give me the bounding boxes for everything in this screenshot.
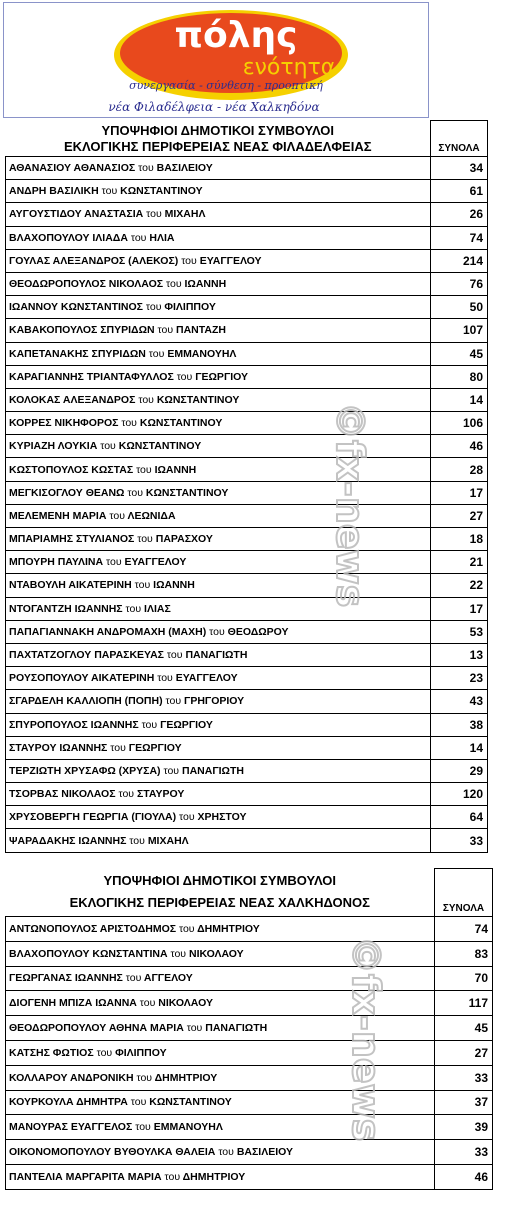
logo-graphic xyxy=(4,3,430,119)
candidate-total-votes: 46 xyxy=(435,1164,493,1189)
table-row xyxy=(6,342,488,365)
candidate-father-name: ΓΕΩΡΓΙΟΥ xyxy=(128,741,182,754)
table-row xyxy=(6,643,488,666)
table-row xyxy=(6,157,488,180)
candidate-father-name: ΜΙΧΑΗΛ xyxy=(147,834,189,847)
table-title xyxy=(6,869,435,917)
logo-slogan: συνεργασία - σύνθεση - προοπτική xyxy=(129,79,323,92)
candidate-father-name: ΠΑΡΑΣΧΟΥ xyxy=(155,533,213,546)
candidate-father-name: ΚΩΝΣΤΑΝΤΙΝΟΥ xyxy=(149,1096,232,1109)
candidate-tou: του xyxy=(179,811,195,824)
candidate-tou: του xyxy=(176,370,193,383)
candidate-total-votes: 43 xyxy=(431,690,488,713)
candidate-total-votes: 26 xyxy=(431,203,488,226)
table-row xyxy=(6,1164,493,1189)
table-row xyxy=(6,1140,493,1165)
candidate-name: ΚΑΠΕΤΑΝΑΚΗΣ ΣΠΥΡΙΔΩΝ xyxy=(9,347,146,360)
candidates-table-nea-filadelfeia xyxy=(5,120,488,853)
candidate-name-cell xyxy=(6,1140,435,1165)
candidate-father-name: ΜΙΧΑΗΛ xyxy=(164,208,206,221)
candidate-total-votes: 29 xyxy=(431,759,488,782)
candidate-name: ΣΠΥΡΟΠΟΥΛΟΣ ΙΩΑΝΝΗΣ xyxy=(9,718,139,731)
candidate-name: ΚΟΛΛΑΡΟΥ ΑΝΔΡΟΝΙΚΗ xyxy=(9,1071,134,1084)
candidate-name-cell xyxy=(6,667,431,690)
candidate-father-name: ΔΗΜΗΤΡΙΟΥ xyxy=(182,1170,246,1183)
candidate-tou: του xyxy=(100,440,116,453)
candidate-father-name: ΘΕΟΔΩΡΟΥ xyxy=(227,625,289,638)
table-row xyxy=(6,806,488,829)
candidate-name-cell xyxy=(6,180,431,203)
candidate-total-votes: 21 xyxy=(431,551,488,574)
candidate-name: ΚΑΡΑΓΙΑΝΝΗΣ ΤΡΙΑΝΤΑΦΥΛΛΟΣ xyxy=(9,370,174,383)
table-row xyxy=(6,829,488,852)
candidate-father-name: ΙΩΑΝΝΗ xyxy=(153,579,195,592)
candidate-father-name: ΣΤΑΥΡΟΥ xyxy=(136,788,185,801)
candidate-name: ΑΘΑΝΑΣΙΟΥ ΑΘΑΝΑΣΙΟΣ xyxy=(9,162,136,175)
candidate-tou: του xyxy=(105,556,122,569)
candidate-tou: του xyxy=(110,741,126,754)
candidate-total-votes: 61 xyxy=(431,180,488,203)
candidate-total-votes: 46 xyxy=(431,435,488,458)
candidate-total-votes: 50 xyxy=(431,296,488,319)
table-row xyxy=(6,1090,493,1115)
table-row xyxy=(6,1115,493,1140)
candidate-total-votes: 45 xyxy=(431,342,488,365)
candidate-total-votes: 106 xyxy=(431,412,488,435)
candidate-father-name: ΚΩΝΣΤΑΝΤΙΝΟΥ xyxy=(145,486,229,499)
candidate-father-name: ΙΩΑΝΝΗ xyxy=(184,278,227,291)
candidate-tou: του xyxy=(163,764,180,777)
candidate-tou: του xyxy=(136,463,152,476)
candidate-father-name: ΙΛΙΑΣ xyxy=(144,602,171,615)
candidate-name: ΟΙΚΟΝΟΜΟΠΟΥΛΟΥ ΒΥΘΟΥΛΚΑ ΘΑΛΕΙΑ xyxy=(9,1146,216,1159)
candidate-total-votes: 45 xyxy=(435,1016,493,1041)
table-row xyxy=(6,917,493,942)
table-body xyxy=(6,121,488,853)
candidate-father-name: ΑΓΓΕΛΟΥ xyxy=(143,972,193,985)
candidate-name: ΑΝΤΩΝΟΠΟΥΛΟΣ ΑΡΙΣΤΟΔΗΜΟΣ xyxy=(9,922,177,935)
candidate-name: ΣΓΑΡΔΕΛΗ ΚΑΛΛΙΟΠΗ (ΠΟΠΗ) xyxy=(9,695,163,708)
candidate-tou: του xyxy=(157,324,174,337)
candidate-name: ΣΤΑΥΡΟΥ ΙΩΑΝΝΗΣ xyxy=(9,741,108,754)
candidate-father-name: ΔΗΜΗΤΡΙΟΥ xyxy=(154,1071,218,1084)
candidate-name: ΠΑΧΤΑΤΖΟΓΛΟΥ ΠΑΡΑΣΚΕΥΑΣ xyxy=(9,649,164,662)
candidates-table-nea-chalkidona xyxy=(5,868,493,1190)
candidate-father-name: ΚΩΝΣΤΑΝΤΙΝΟΥ xyxy=(120,185,203,198)
table-row xyxy=(6,180,488,203)
watermark: ©fx-news xyxy=(328,402,372,608)
candidate-father-name: ΙΩΑΝΝΗ xyxy=(154,463,197,476)
candidate-total-votes: 80 xyxy=(431,365,488,388)
candidate-tou: του xyxy=(101,185,118,198)
table-row xyxy=(6,504,488,527)
candidate-name-cell xyxy=(6,203,431,226)
candidate-tou: του xyxy=(96,1046,113,1059)
candidate-total-votes: 33 xyxy=(435,1065,493,1090)
table-row xyxy=(6,620,488,643)
candidate-tou: του xyxy=(109,509,125,522)
candidate-tou: του xyxy=(170,947,187,960)
candidate-tou: του xyxy=(145,301,162,314)
candidate-total-votes: 117 xyxy=(435,991,493,1016)
candidate-tou: του xyxy=(146,208,162,221)
candidate-total-votes: 70 xyxy=(435,966,493,991)
candidate-total-votes: 34 xyxy=(431,157,488,180)
candidate-father-name: ΕΥΑΓΓΕΛΟΥ xyxy=(124,556,187,569)
candidate-total-votes: 27 xyxy=(435,1040,493,1065)
candidate-name: ΚΑΤΣΗΣ ΦΩΤΙΟΣ xyxy=(9,1046,94,1059)
candidate-total-votes: 22 xyxy=(431,574,488,597)
candidate-father-name: ΚΩΝΣΤΑΝΤΙΝΟΥ xyxy=(139,417,223,430)
candidate-tou: του xyxy=(138,393,154,406)
candidate-father-name: ΝΙΚΟΛΑΟΥ xyxy=(188,947,244,960)
candidate-tou: του xyxy=(186,1022,203,1035)
candidate-name-cell xyxy=(6,296,431,319)
candidate-tou: του xyxy=(125,972,142,985)
table-row xyxy=(6,203,488,226)
candidate-name: ΜΕΛΕΜΕΝΗ ΜΑΡΙΑ xyxy=(9,509,107,522)
candidate-name-cell xyxy=(6,690,431,713)
candidate-name: ΜΠΟΥΡΗ ΠΑΥΛΙΝΑ xyxy=(9,556,104,569)
table-row xyxy=(6,458,488,481)
table-row xyxy=(6,388,488,411)
candidate-name-cell xyxy=(6,272,431,295)
candidate-name-cell xyxy=(6,783,431,806)
candidate-total-votes: 83 xyxy=(435,941,493,966)
candidate-name: ΘΕΟΔΩΡΟΠΟΥΛΟΥ ΑΘΗΝΑ ΜΑΡΙΑ xyxy=(9,1022,184,1035)
candidate-total-votes: 33 xyxy=(431,829,488,852)
candidate-name-cell xyxy=(6,157,431,180)
candidate-father-name: ΦΙΛΙΠΠΟΥ xyxy=(164,301,216,314)
candidate-tou: του xyxy=(181,254,197,267)
candidate-name: ΑΝΔΡΗ ΒΑΣΙΛΙΚΗ xyxy=(9,185,99,198)
candidate-name: ΘΕΟΔΩΡΟΠΟΥΛΟΣ ΝΙΚΟΛΑΟΣ xyxy=(9,278,164,291)
candidate-father-name: ΠΑΝΑΓΙΩΤΗ xyxy=(181,764,244,777)
candidate-tou: του xyxy=(121,417,137,430)
candidate-tou: του xyxy=(137,533,153,546)
candidate-total-votes: 74 xyxy=(435,917,493,942)
candidate-name-cell xyxy=(6,736,431,759)
totals-column-header: ΣΥΝΟΛΑ xyxy=(435,869,493,917)
candidate-name: ΤΣΟΡΒΑΣ ΝΙΚΟΛΑΟΣ xyxy=(9,788,116,801)
candidate-name: ΝΤΑΒΟΥΛΗ ΑΙΚΑΤΕΡΙΝΗ xyxy=(9,579,132,592)
candidate-total-votes: 13 xyxy=(431,643,488,666)
candidate-name: ΠΑΝΤΕΛΙΑ ΜΑΡΓΑΡΙΤΑ ΜΑΡΙΑ xyxy=(9,1170,162,1183)
logo-word-enotita: ενότητα xyxy=(242,55,336,80)
candidate-father-name: ΗΛΙΑ xyxy=(149,231,175,244)
candidate-tou: του xyxy=(157,672,173,685)
candidate-tou: του xyxy=(165,695,182,708)
candidate-name-cell xyxy=(6,342,431,365)
candidate-tou: του xyxy=(166,278,182,291)
candidate-father-name: ΓΕΩΡΓΙΟΥ xyxy=(160,718,213,731)
table-row xyxy=(6,319,488,342)
candidate-name: ΙΩΑΝΝΟΥ ΚΩΝΣΤΑΝΤΙΝΟΣ xyxy=(9,301,143,314)
candidate-total-votes: 64 xyxy=(431,806,488,829)
candidate-name: ΝΤΟΓΑΝΤΖΗ ΙΩΑΝΝΗΣ xyxy=(9,602,123,615)
table-row xyxy=(6,667,488,690)
candidate-name: ΤΕΡΖΙΩΤΗ ΧΡΥΣΑΦΩ (ΧΡΥΣΑ) xyxy=(9,764,161,777)
table-row xyxy=(6,296,488,319)
totals-column-header: ΣΥΝΟΛΑ xyxy=(431,121,488,157)
candidate-total-votes: 17 xyxy=(431,481,488,504)
candidate-father-name: ΚΩΝΣΤΑΝΤΙΝΟΥ xyxy=(118,440,202,453)
table-header-row xyxy=(6,121,488,157)
candidate-father-name: ΧΡΗΣΤΟΥ xyxy=(197,811,247,824)
candidate-name: ΜΠΑΡΙΑΜΗΣ ΣΤΥΛΙΑΝΟΣ xyxy=(9,533,135,546)
table-row xyxy=(6,272,488,295)
candidate-total-votes: 33 xyxy=(435,1140,493,1165)
candidate-total-votes: 17 xyxy=(431,597,488,620)
candidate-father-name: ΕΜΜΑΝΟΥΗΛ xyxy=(167,347,237,360)
candidate-name: ΚΑΒΑΚΟΠΟΥΛΟΣ ΣΠΥΡΙΔΩΝ xyxy=(9,324,155,337)
candidate-name: ΜΕΓΚΙΣΟΓΛΟΥ ΘΕΑΝΩ xyxy=(9,486,125,499)
table-header-row xyxy=(6,869,493,917)
candidate-name-cell xyxy=(6,620,431,643)
table-row xyxy=(6,226,488,249)
candidate-total-votes: 18 xyxy=(431,528,488,551)
table-row xyxy=(6,551,488,574)
candidate-tou: του xyxy=(130,1096,147,1109)
candidate-name: ΒΛΑΧΟΠΟΥΛΟΥ ΙΛΙΑΔΑ xyxy=(9,231,128,244)
candidate-name: ΓΕΩΡΓΑΝΑΣ ΙΩΑΝΝΗΣ xyxy=(9,972,123,985)
candidate-name: ΚΟΡΡΕΣ ΝΙΚΗΦΟΡΟΣ xyxy=(9,417,119,430)
candidate-father-name: ΠΑΝΑΓΙΩΤΗ xyxy=(185,649,248,662)
table-row xyxy=(6,1065,493,1090)
candidate-father-name: ΛΕΩΝΙΔΑ xyxy=(127,509,176,522)
table-row xyxy=(6,249,488,272)
candidate-name: ΚΩΣΤΟΠΟΥΛΟΣ ΚΩΣΤΑΣ xyxy=(9,463,134,476)
candidate-father-name: ΚΩΝΣΤΑΝΤΙΝΟΥ xyxy=(156,393,240,406)
candidate-name-cell xyxy=(6,643,431,666)
candidate-tou: του xyxy=(148,347,165,360)
candidate-tou: του xyxy=(125,602,142,615)
table-row xyxy=(6,528,488,551)
candidate-total-votes: 14 xyxy=(431,736,488,759)
candidate-tou: του xyxy=(130,231,147,244)
table-row xyxy=(6,1040,493,1065)
table-row xyxy=(6,941,493,966)
candidate-tou: του xyxy=(209,625,225,638)
candidate-father-name: ΒΑΣΙΛΕΙΟΥ xyxy=(236,1146,294,1159)
table-title-line2: ΕΚΛΟΓΙΚΗΣ ΠΕΡΙΦΕΡΕΙΑΣ ΝΕΑΣ ΦΙΛΑΔΕΛΦΕΙΑΣ xyxy=(63,139,372,154)
watermark: ©fx-news xyxy=(344,936,388,1142)
candidate-father-name: ΠΑΝΤΑΖΗ xyxy=(176,324,226,337)
table-row xyxy=(6,759,488,782)
candidate-father-name: ΝΙΚΟΛΑΟΥ xyxy=(158,997,213,1010)
candidate-name-cell xyxy=(6,319,431,342)
party-logo xyxy=(3,2,429,118)
candidate-father-name: ΕΥΑΓΓΕΛΟΥ xyxy=(175,672,238,685)
candidate-father-name: ΔΗΜΗΤΡΙΟΥ xyxy=(197,922,260,935)
candidate-tou: του xyxy=(218,1146,234,1159)
candidate-total-votes: 120 xyxy=(431,783,488,806)
candidate-tou: του xyxy=(141,718,158,731)
candidate-name-cell xyxy=(6,365,431,388)
candidate-total-votes: 214 xyxy=(431,249,488,272)
table-row xyxy=(6,365,488,388)
candidate-total-votes: 28 xyxy=(431,458,488,481)
candidate-tou: του xyxy=(139,997,156,1010)
candidate-tou: του xyxy=(138,162,154,175)
candidate-tou: του xyxy=(135,1121,151,1134)
candidate-name-cell xyxy=(6,226,431,249)
candidate-name: ΠΑΠΑΓΙΑΝΝΑΚΗ ΑΝΔΡΟΜΑΧΗ (ΜΑΧΗ) xyxy=(9,625,207,638)
candidate-name-cell xyxy=(6,759,431,782)
candidate-name: ΡΟΥΣΟΠΟΥΛΟΥ ΑΙΚΑΤΕΡΙΝΗ xyxy=(9,672,155,685)
candidate-name: ΚΥΡΙΑΖΗ ΛΟΥΚΙΑ xyxy=(9,440,98,453)
candidate-tou: του xyxy=(136,1071,153,1084)
candidate-name: ΚΟΥΡΚΟΥΛΑ ΔΗΜΗΤΡΑ xyxy=(9,1096,128,1109)
table-row xyxy=(6,991,493,1016)
candidate-father-name: ΓΕΩΡΓΙΟΥ xyxy=(195,370,249,383)
table-row xyxy=(6,736,488,759)
candidate-father-name: ΕΜΜΑΝΟΥΗΛ xyxy=(153,1121,223,1134)
table-row xyxy=(6,435,488,458)
candidate-name: ΒΛΑΧΟΠΟΥΛΟΥ ΚΩΝΣΤΑΝΤΙΝΑ xyxy=(9,947,168,960)
candidate-father-name: ΓΡΗΓΟΡΙΟΥ xyxy=(184,695,245,708)
candidate-name-cell xyxy=(6,1164,435,1189)
candidate-tou: του xyxy=(178,922,195,935)
table-title-line2: ΕΚΛΟΓΙΚΗΣ ΠΕΡΙΦΕΡΕΙΑΣ ΝΕΑΣ ΧΑΛΚΗΔΟΝΟΣ xyxy=(69,894,370,910)
candidate-father-name: ΕΥΑΓΓΕΛΟΥ xyxy=(199,254,262,267)
candidate-tou: του xyxy=(166,649,183,662)
table-row xyxy=(6,1016,493,1041)
table-row xyxy=(6,481,488,504)
candidate-total-votes: 38 xyxy=(431,713,488,736)
candidate-father-name: ΠΑΝΑΓΙΩΤΗ xyxy=(205,1022,268,1035)
candidate-father-name: ΦΙΛΙΠΠΟΥ xyxy=(115,1046,167,1059)
candidate-total-votes: 37 xyxy=(435,1090,493,1115)
candidate-name: ΔΙΟΓΕΝΗ ΜΠΙΖΑ ΙΩΑΝΝΑ xyxy=(9,997,140,1010)
candidate-total-votes: 107 xyxy=(431,319,488,342)
table-row xyxy=(6,783,488,806)
candidate-total-votes: 14 xyxy=(431,388,488,411)
candidate-total-votes: 23 xyxy=(431,667,488,690)
candidate-name: ΧΡΥΣΟΒΕΡΓΗ ΓΕΩΡΓΙΑ (ΓΙΟΥΛΑ) xyxy=(9,811,177,824)
candidate-total-votes: 53 xyxy=(431,620,488,643)
candidate-total-votes: 27 xyxy=(431,504,488,527)
candidate-total-votes: 39 xyxy=(435,1115,493,1140)
candidate-name: ΨΑΡΑΔΑΚΗΣ ΙΩΑΝΝΗΣ xyxy=(9,834,127,847)
table-row xyxy=(6,597,488,620)
candidate-name: ΜΑΝΟΥΡΑΣ ΕΥΑΓΓΕΛΟΣ xyxy=(9,1121,133,1134)
table-row xyxy=(6,412,488,435)
table-row xyxy=(6,966,493,991)
candidate-total-votes: 74 xyxy=(431,226,488,249)
candidate-name-cell xyxy=(6,806,431,829)
candidate-tou: του xyxy=(134,579,151,592)
table-title-line1: ΥΠΟΨΗΦΙΟΙ ΔΗΜΟΤΙΚΟΙ ΣΥΜΒΟΥΛΟΙ xyxy=(101,123,335,138)
logo-places: νέα Φιλαδέλφεια - νέα Χαλκηδόνα xyxy=(108,100,320,114)
candidate-name: ΓΟΥΛΑΣ ΑΛΕΞΑΝΔΡΟΣ (ΑΛΕΚΟΣ) xyxy=(9,254,179,267)
table-body xyxy=(6,869,493,1190)
candidate-tou: του xyxy=(164,1170,181,1183)
candidate-total-votes: 76 xyxy=(431,272,488,295)
candidate-name-cell xyxy=(6,829,431,852)
candidate-tou: του xyxy=(118,788,135,801)
table-row xyxy=(6,690,488,713)
table-title-line1: ΥΠΟΨΗΦΙΟΙ ΔΗΜΟΤΙΚΟΙ ΣΥΜΒΟΥΛΟΙ xyxy=(103,872,337,888)
table-row xyxy=(6,713,488,736)
candidate-tou: του xyxy=(129,834,145,847)
candidate-name-cell xyxy=(6,713,431,736)
candidate-name-cell xyxy=(6,249,431,272)
candidate-name: ΚΟΛΟΚΑΣ ΑΛΕΞΑΝΔΡΟΣ xyxy=(9,393,136,406)
candidate-name: ΑΥΓΟΥΣΤΙΔΟΥ ΑΝΑΣΤΑΣΙΑ xyxy=(9,208,144,221)
candidate-father-name: ΒΑΣΙΛΕΙΟΥ xyxy=(156,162,213,175)
logo-word-polis: πόλης xyxy=(174,15,298,56)
table-title xyxy=(6,121,431,157)
candidate-tou: του xyxy=(127,486,143,499)
table-row xyxy=(6,574,488,597)
